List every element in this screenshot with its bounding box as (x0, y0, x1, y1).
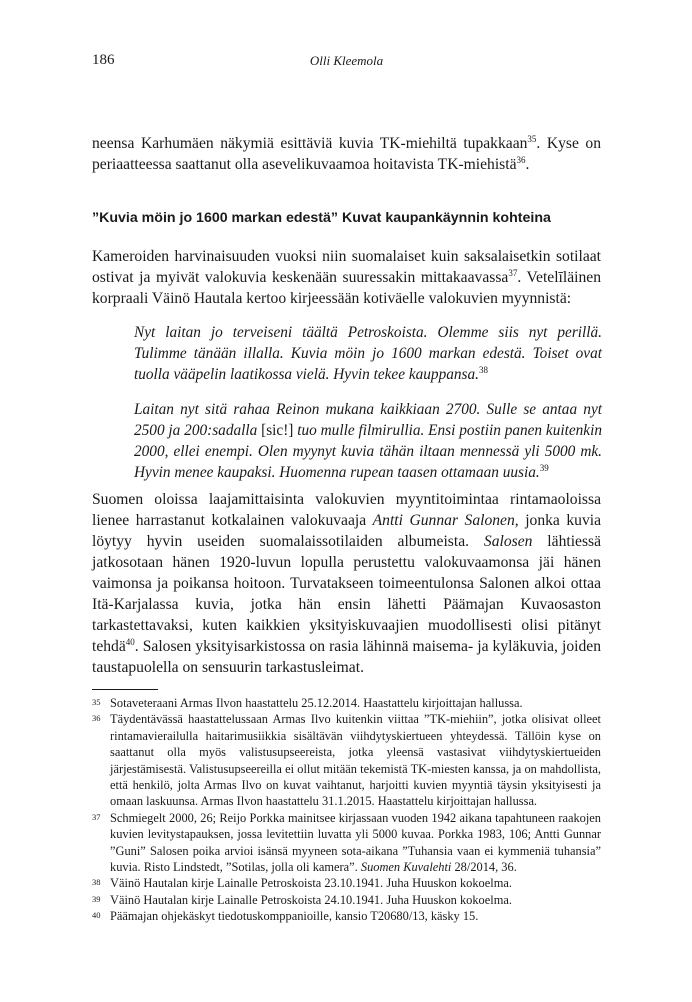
footnote-ref-37[interactable]: 37 (508, 267, 518, 278)
paragraph-continued: neensa Karhumäen näkymiä esittäviä kuvia TK-miehiltä tupakkaan$^{35}$. Kyse on periaatteessa saattanut olla asevelikuvaamoa hoitavista TK-miehistä$^{36}$. (92, 133, 601, 173)
footnote-35: 35 Sotaveteraani Armas Ilvon haastattelu 25.12.2014. Haastattelu kirjoittajan hallussa. (92, 696, 523, 710)
footnote-number: 37 (92, 811, 101, 822)
footnote-37: 37 Schmiegelt 2000, 26; Reijo Porkka mainitsee kirjassaan vuoden 1942 aikana tapahtuneen raakojen kuvien levitystapauksen, jossa levitettiin luvatta yli 5000 kuvaa. Porkka 1983, 106; Antti Gunnar ”Guni” Salosen poika arvioi isänsä myyneen sota-aikana ”Tuhansia vaan ei kymmeniä tuhansia” kuvia. Risto Lindstedt, ”Sotilas, jolla oli kamera”. Suomen Kuvalehti 28/2014, 36. (92, 810, 601, 875)
footnote-number: 36 (92, 713, 101, 724)
footnote-36: 36 Täydentävässä haastattelussaan Armas Ilvo kuitenkin viittaa ”TK-miehiin”, jotka olisivat olleet rintamavierailulla haitarimusiikkia sisältävän viihdytyskiertueen yhteydessä. Tällöin kyse on saattanut olla myös valistusupseereista, jotka yleensä vastasivat viihdytyskiertueiden järjestämisestä. Valistusupseereilla ei ollut mitään tekemistä TK-miesten kanssa, ja on mahdollista, että henkilö, jolta Armas Ilvo on kuvat vaihtanut, harjoitti kuvien myyntiä täysin yksityisesti ja omaan laskuunsa. Armas Ilvon haastattelu 31.1.2015. Haastattelu kirjoittajan hallussa. (92, 712, 601, 809)
footnote-39: 39 Väinö Hautalan kirje Lainalle Petroskoista 24.10.1941. Juha Huuskon kokoelma. (92, 892, 512, 907)
page-number: 186 (92, 52, 115, 68)
person-name: Salosen (483, 533, 533, 550)
footnote-number: 39 (92, 893, 101, 904)
footnote-number: 40 (92, 910, 101, 921)
footnote-ref-35[interactable]: 35 (527, 133, 537, 144)
footnote-number: 38 (92, 877, 101, 888)
footnote-number: 35 (92, 697, 101, 707)
block-quote-1: Nyt laitan jo terveiseni täältä Petroskoista. Olemme siis nyt perillä. Tulimme tänään illalla. Kuvia möin jo 1600 markan edestä. Toiset ovat tuolla vääpelin laatikossa vielä. Hyvin tekee kauppansa.$^{38}$ (134, 324, 602, 383)
running-head-author: Olli Kleemola (309, 53, 384, 68)
footnotes (92, 695, 601, 925)
sic-note: [sic!] (261, 422, 294, 439)
footnote-ref-36[interactable]: 36 (516, 154, 526, 165)
section-heading: ”Kuvia möin jo 1600 markan edestä” Kuvat kaupankäynnin kohteina (92, 210, 551, 226)
publication-title: Suomen Kuvalehti (360, 860, 452, 875)
footnote-ref-39[interactable]: 39 (539, 462, 549, 473)
block-quote-2: Laitan nyt sitä rahaa Reinon mukana kaikkiaan 2700. Sulle se antaa nyt 2500 ja 200:sadalla [sic!] tuo mulle filmirullia. Ensi postiin panen kuitenkin 2000, ellei enempi. Olen myynyt kuvia tähän iltaan mennessä yli 5000 mk. Hyvin menee kaupaksi. Huomenna rupean taasen ottamaan uusia.$^{39}$ (134, 401, 602, 481)
paragraph-intro: Kameroiden harvinaisuuden vuoksi niin suomalaiset kuin saksalaisetkin sotilaat ostivat ja myivät valokuvia keskenään suuressakin mittakaavassa$^{37}$. Vetelīläinen korpraali Väinö Hautala kertoo kirjeessään kotiväelle valokuvien myynnistä: (92, 248, 601, 307)
footnote-ref-40[interactable]: 40 (125, 636, 135, 647)
paragraph-salonen: Suomen oloissa laajamittaisinta valokuvien myyntitoimintaa rintamaoloissa lienee harrastanut kotkalainen valokuvaaja Antti Gunnar Salonen, jonka kuvia löytyy hyvin useiden suomalaissotilaiden albumeista. Salosen lähtiessä jatkosotaan hänen 1920-luvun lopulla perustettu valokuvaamonsa jäi hänen vaimonsa ja poikansa hoitoon. Turvatakseen toimeentulonsa Salonen alkoi ottaa Itä-Karjalassa kuvia, jotka hän ensin lähetti Päämajan Kuvaosaston tarkastettavaksi, kuten kaikkien yksityiskuvaajien muodollisesti olisi pitänyt tehdä$^{40}$. Salosen yksityisarkistossa on rasia lähinnä maisema- ja kyläkuvia, joiden taustapuolella on sensuurin tarkastusleimat. (92, 491, 602, 676)
page-header (92, 52, 601, 72)
footnote-divider (92, 689, 158, 690)
footnote-ref-38[interactable]: 38 (478, 364, 488, 375)
person-name: Antti Gunnar Salonen (372, 512, 515, 529)
footnote-38: 38 Väinö Hautalan kirje Lainalle Petroskoista 23.10.1941. Juha Huuskon kokoelma. (92, 876, 512, 891)
footnote-40: 40 Päämajan ohjekäskyt tiedotuskomppanioille, kansio T20680/13, käsky 15. (92, 909, 479, 924)
